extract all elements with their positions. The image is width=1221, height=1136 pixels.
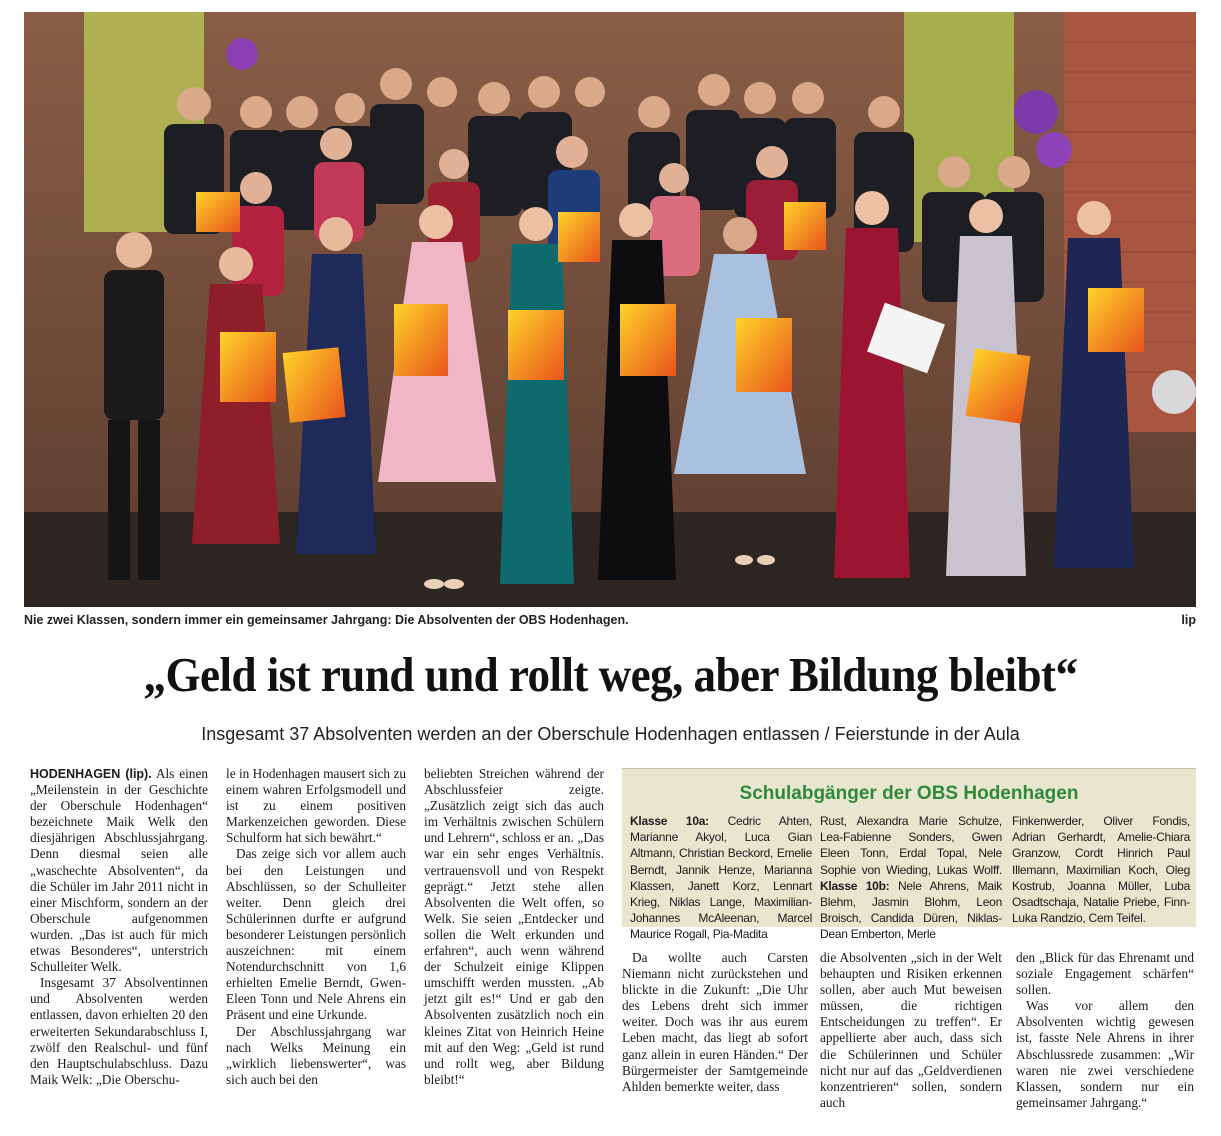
group-photo-illustration [24,12,1196,607]
class-10b-names: Nele Ahrens, Maik Blehm, Jasmin Blohm, Leon Broisch, Candida Düren, Niklas-Dean Emberton, Merle [820,878,1003,942]
article-column-2 [226,766,406,1088]
class-10a-label: Klasse 10a: [630,814,709,828]
class-10a-names: Cedric Ahten, Marianne Akyol, Luca Gian Altmann, Christian Beckord, Emelie Berndt, Jannik Henze, Marianna Klassen, Janett Korz, Lennart Krieg, Niklas Lange, Maximilian-Johannes McAleenan, Marcel Maurice Rogall, Pia-Madita [630,814,812,942]
photo-credit: lip [1181,613,1196,627]
article-paragraph: Das zeige sich vor allem auch bei den Leistungen und Abschlüssen, so der Schulleiter weiter. Denn gleich drei Schülerinnen durfte er aufgrund besonderer Leistungen persönlich auszeichnen: mit einem Notendurchschnitt von 1,6 erhielten Emelie Berndt, Gwen-Eleen Tonn und Nele Ahrens ein Präsent und eine Urkunde. [226,846,406,1023]
article-paragraph: Der Abschlussjahrgang war nach Welks Meinung ein „wirklich liebenswerter“, was sich auch bei den [226,1023,406,1087]
article-paragraph: Da wollte auch Carsten Niemann nicht zurückstehen und blickte in die Zukunft: „Die Uhr des Lebens dreht sich immer weiter. Doch was ihr aus eurem Leben macht, das liegt ab sofort ganz allein in euren Händen.“ Der Bürgermeister der Samtgemeinde Ahlden bemerkte weiter, dass [622,950,808,1094]
article-paragraph [30,766,208,975]
group-photo [24,12,1196,607]
class-10b-names-cont: Finkenwerder, Oliver Fondis, Adrian Gerhardt, Amelie-Chiara Granzow, Cordt Hinrich Paul Illemann, Maximilian Koch, Oleg Kostrub, Joanna Müller, Luba Osadtschaja, Natalie Priebe, Finn-Luka Randzio, Cem Teifel. [1012,814,1190,926]
subheadline: Insgesamt 37 Absolventen werden an der Oberschule Hodenhagen entlassen / Feierstunde in der Aula [201,724,1020,744]
headline: „Geld ist rund und rollt weg, aber Bildung bleibt“ [143,647,1078,702]
infobox-column-2 [820,813,1002,943]
article-column-3 [424,766,604,1088]
article-column-5 [820,950,1002,1111]
article-paragraph: den „Blick für das Ehrenamt und soziale Engagement schärfen“ sollen. [1016,950,1194,998]
photo-caption [24,613,1196,631]
article-paragraph: die Absolventen „sich in der Welt behaupten und Risiken erkennen sollen, aber auch Mut beweisen müssen, die richtigen Entscheidungen zu treffen“. Er appellierte aber auch, dass sich die Schülerinnen und Schüler nicht nur auf das „Geldverdienen konzentrieren“ sollen, sondern auch [820,950,1002,1110]
dateline: HODENHAGEN (lip). [30,767,152,781]
class-10b-label: Klasse 10b: [820,878,890,893]
infobox-column-1 [630,813,812,943]
article-column-4 [622,950,808,1095]
photo-caption-text: Nie zwei Klassen, sondern immer ein gemeinsamer Jahrgang: Die Absolventen der OBS Hodenhagen. [24,613,629,627]
article-paragraph: Insgesamt 37 Absolventinnen und Absolventen werden entlassen, davon erhielten 20 den erweiterten Sekundarabschluss I, zwölf den Realschul- und fünf den Hauptschulabschluss. Dazu Maik Welk: „Die Oberschu- [30,975,208,1087]
article-paragraph: Was vor allem den Absolventen wichtig gewesen ist, fasste Nele Ahrens in ihrer Abschlussrede zusammen: „Wir waren nie zwei verschiedene Klassen, sondern nur ein gemeinsamer Jahrgang.“ [1016,998,1194,1110]
article-column-1 [30,766,208,1088]
class-10a-names-cont: Rust, Alexandra Marie Schulze, Lea-Fabienne Sonders, Gwen Eleen Tonn, Erdal Topal, Nele Sophie von Wieding, Lukas Wolff. [820,814,1002,877]
paragraph-text: Als einen „Meilenstein in der Geschichte der Oberschule Hodenhagen“ bezeichnete Maik Welk den diesjährigen Abschlussjahrgang. Denn diesmal seien alle „waschechte Absolventen“, da die Schüler im Jahr 2011 nicht in einer Mischform, sondern an der Oberschule aufgenommen wurden. „Das ist auch für mich etwas Besonderes“, unterstrich Schulleiter Welk. [30,766,208,975]
infobox-title: Schulabgänger der OBS Hodenhagen [739,783,1079,804]
article-paragraph: beliebten Streichen während der Abschlussfeier zeigte. „Zusätzlich zeigt sich das auch im Verhältnis zwischen Schülern und Lehrern“, schloss er an. „Das war ein sehr enges Verhältnis. vertrauensvoll und von Respekt geprägt.“ Jetzt stehe allen Absolventen die Welt offen, so Welk. Sie seien „Entdecker und sollen die Welt erkunden und erfahren“, auch wenn während der Schulzeit einige Klippen umschifft werden mussten. „Ab jetzt gilt es!“ Und er gab den Absolventen zusätzlich noch ein kleines Zitat von Heinrich Heine mit auf den Weg: „Geld ist rund und rollt weg, aber Bildung bleibt!“ [424,766,604,1087]
graduates-infobox [622,768,1196,942]
article-column-6 [1016,950,1194,1111]
article-paragraph: le in Hodenhagen mausert sich zu einem wahren Erfolgsmodell und ist zu einem positiven Markenzeichen geworden. Diese Schulform hat sich bewährt.“ [226,766,406,846]
infobox-column-3 [1012,813,1190,926]
